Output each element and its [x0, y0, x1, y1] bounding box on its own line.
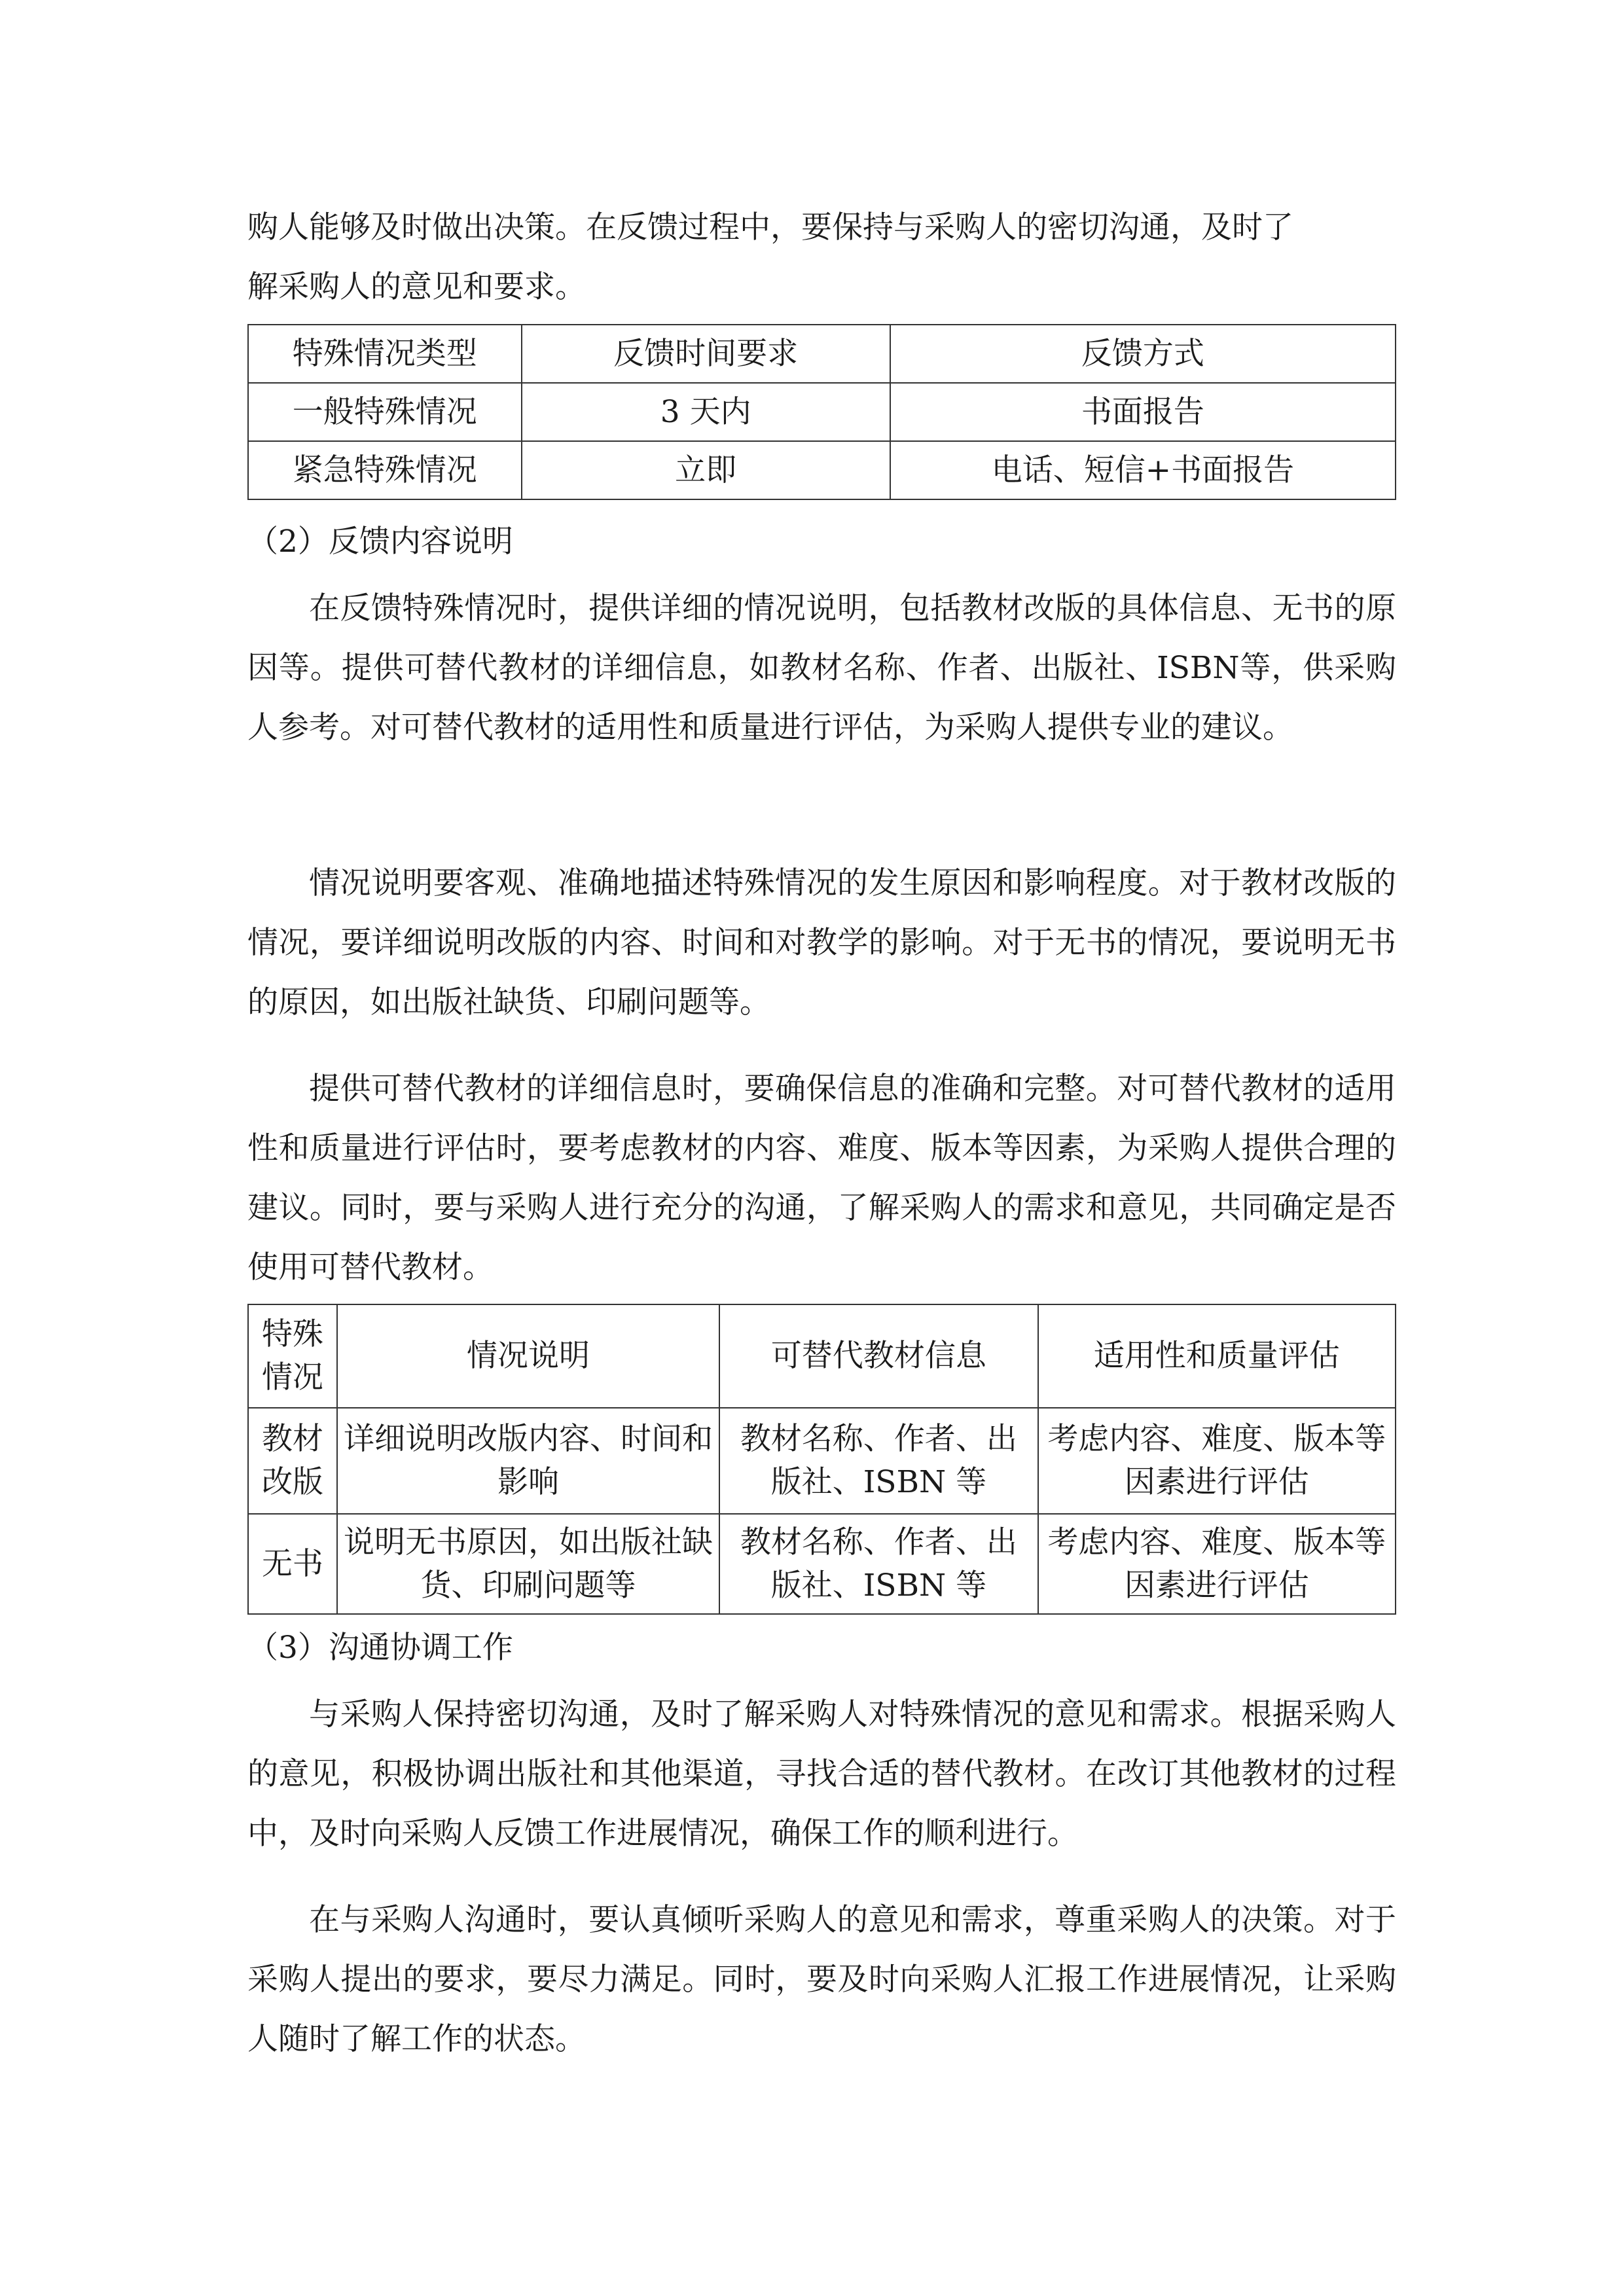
- table-cell: 3 天内: [522, 383, 890, 441]
- table-row: [248, 1408, 1396, 1514]
- table-cell: 立即: [522, 441, 890, 499]
- table-header-cell: 特殊情况: [248, 1304, 337, 1408]
- section-2-heading: （2）反馈内容说明: [247, 524, 513, 560]
- table-header-row: [248, 325, 1396, 383]
- section-3-paragraph: 与采购人保持密切沟通，及时了解采购人对特殊情况的意见和需求。根据采购人的意见，积极协调出版社和其他渠道，寻找合适的替代教材。在改订其他教材的过程中，及时向采购人反馈工作进展情况，确保工作的顺利进行。: [247, 1696, 1396, 1852]
- table-row: [248, 1514, 1396, 1614]
- table-cell: 详细说明改版内容、时间和影响: [337, 1408, 719, 1514]
- table-cell: 考虑内容、难度、版本等因素进行评估: [1038, 1408, 1396, 1514]
- table-header-row: [248, 1304, 1396, 1408]
- table-cell: 电话、短信+书面报告: [890, 441, 1396, 499]
- table-header-cell: 反馈方式: [890, 325, 1396, 383]
- table-row: [248, 383, 1396, 441]
- table-header-cell: 反馈时间要求: [522, 325, 890, 383]
- table-cell: 考虑内容、难度、版本等因素进行评估: [1038, 1514, 1396, 1614]
- intro-line-2: 解采购人的意见和要求。: [247, 269, 586, 305]
- table-header-cell: 可替代教材信息: [719, 1304, 1038, 1408]
- table-cell: 教材改版: [248, 1408, 337, 1514]
- table-cell: 一般特殊情况: [248, 383, 522, 441]
- feedback-time-table: [247, 324, 1396, 500]
- section-2-paragraph: 提供可替代教材的详细信息时，要确保信息的准确和完整。对可替代教材的适用性和质量进行评估时，要考虑教材的内容、难度、版本等因素，为采购人提供合理的建议。同时，要与采购人进行充分的沟通，了解采购人的需求和意见，共同确定是否使用可替代教材。: [247, 1071, 1396, 1285]
- intro-line-1: 购人能够及时做出决策。在反馈过程中，要保持与采购人的密切沟通，及时了: [247, 209, 1293, 245]
- table-header-cell: 适用性和质量评估: [1038, 1304, 1396, 1408]
- table-cell: 书面报告: [890, 383, 1396, 441]
- section-2-paragraph: 情况说明要客观、准确地描述特殊情况的发生原因和影响程度。对于教材改版的情况，要详细说明改版的内容、时间和对教学的影响。对于无书的情况，要说明无书的原因，如出版社缺货、印刷问题等。: [247, 865, 1396, 1020]
- section-3-paragraph: 在与采购人沟通时，要认真倾听采购人的意见和需求，尊重采购人的决策。对于采购人提出的要求，要尽力满足。同时，要及时向采购人汇报工作进展情况，让采购人随时了解工作的状态。: [247, 1902, 1396, 2057]
- table-row: [248, 441, 1396, 499]
- table-cell: 教材名称、作者、出版社、ISBN 等: [719, 1408, 1038, 1514]
- table-cell: 无书: [248, 1514, 337, 1614]
- alternative-textbook-table: [247, 1304, 1396, 1615]
- table-cell: 紧急特殊情况: [248, 441, 522, 499]
- table-header-cell: 特殊情况类型: [248, 325, 522, 383]
- table-cell: 说明无书原因，如出版社缺货、印刷问题等: [337, 1514, 719, 1614]
- section-2-paragraph: 在反馈特殊情况时，提供详细的情况说明，包括教材改版的具体信息、无书的原因等。提供可替代教材的详细信息，如教材名称、作者、出版社、ISBN等，供采购人参考。对可替代教材的适用性和质量进行评估，为采购人提供专业的建议。: [247, 590, 1396, 745]
- table-cell: 教材名称、作者、出版社、ISBN 等: [719, 1514, 1038, 1614]
- section-3-heading: （3）沟通协调工作: [247, 1630, 513, 1666]
- table-header-cell: 情况说明: [337, 1304, 719, 1408]
